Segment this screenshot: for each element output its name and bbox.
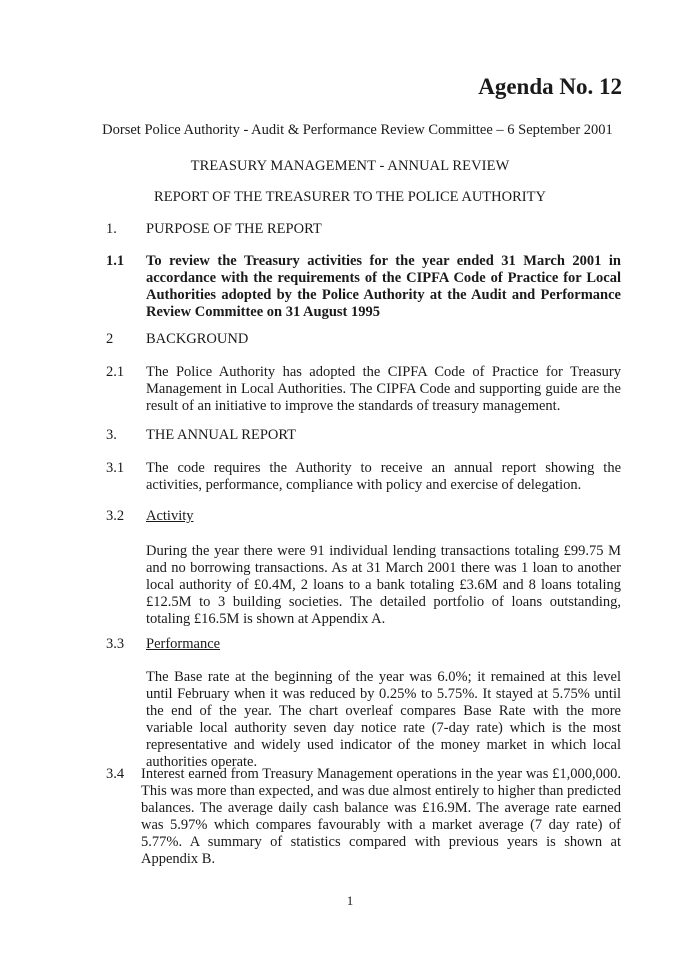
section-1-heading: PURPOSE OF THE REPORT [146,221,322,237]
section-2-1-number: 2.1 [106,364,125,380]
section-3-1-number: 3.1 [106,460,125,476]
section-2-1-text: The Police Authority has adopted the CIPFA Code of Practice for Treasury Management in Local Authorities. The CIPFA Code and supporting guide are the result of an initiative to improve the standards of treasury management. [146,364,621,414]
section-1-1-number: 1.1 [106,253,125,269]
section-1-1-text: To review the Treasury activities for the year ended 31 March 2001 in accordance with the requirements of the CIPFA Code of Practice for Local Authorities adopted by the Police Authority at the Audit and Performance Review Committee on 31 August 1995 [146,253,621,320]
section-3-2-heading: Activity [146,508,194,524]
section-2-number: 2 [106,331,114,347]
page-number: 1 [346,893,354,908]
section-3-2-text: During the year there were 91 individual lending transactions totaling £99.75 M and no borrowing transactions. As at 31 March 2001 there was 1 loan to another local authority of £0.4M, 2 loans to a bank totaling £3.6M and 8 loans totaling £12.5M to 3 building societies. The detailed portfolio of loans outstanding, totaling £16.5M is shown at Appendix A. [146,543,621,627]
section-3-3-heading: Performance [146,636,221,652]
section-3-3-text: The Base rate at the beginning of the year was 6.0%; it remained at this level until February when it was reduced by 0.25% to 5.75%. It stayed at 5.75% until the end of the year. The chart overleaf compares Base Rate with the more variable local authority seven day notice rate (7-day rate) which is the most representative and widely used indicator of the money market in which local authorities operate. [146,669,621,770]
agenda-number: Agenda No. 12 [478,74,622,99]
section-3-3-number: 3.3 [106,636,125,652]
section-3-4-text: Interest earned from Treasury Management operations in the year was £1,000,000. This was more than expected, and was due almost entirely to higher than predicted balances. The average daily cash balance was £16.9M. The average rate earned was 5.97% which compares favourably with a market average (7 day rate) of 5.77%. A summary of statistics compared with previous years is shown at Appendix B. [141,766,621,867]
section-3-1-text: The code requires the Authority to receive an annual report showing the activities, performance, compliance with policy and exercise of delegation. [146,460,621,493]
section-2-heading: BACKGROUND [146,331,249,347]
section-3-heading: THE ANNUAL REPORT [146,427,297,443]
committee-line: Dorset Police Authority - Audit & Performance Review Committee – 6 September 2001 [102,122,613,138]
section-3-2-number: 3.2 [106,508,125,524]
section-1-number: 1. [106,221,117,237]
report-title: TREASURY MANAGEMENT - ANNUAL REVIEW [190,158,510,174]
report-subtitle: REPORT OF THE TREASURER TO THE POLICE AUTHORITY [154,189,546,205]
section-3-4-number: 3.4 [106,766,125,782]
section-3-number: 3. [106,427,117,443]
